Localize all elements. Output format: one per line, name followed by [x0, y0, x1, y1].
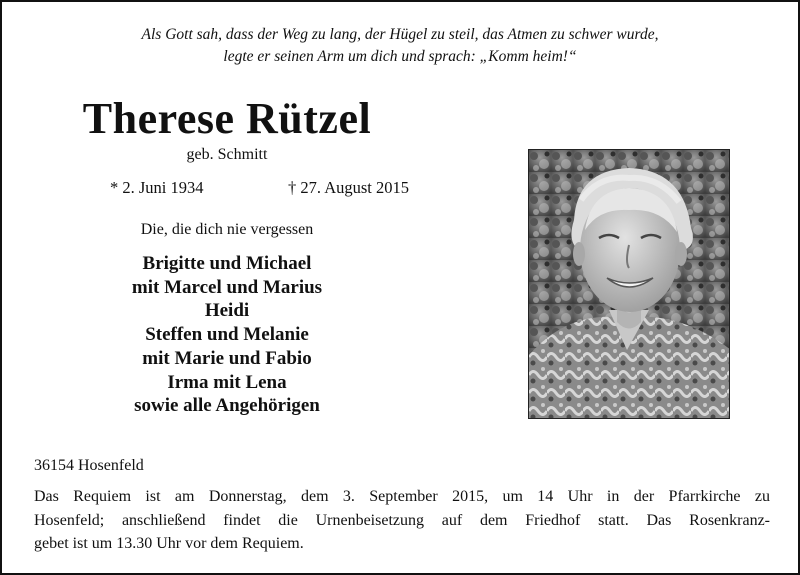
- maiden-name: geb. Schmitt: [186, 146, 268, 163]
- service-line: Hosenfeld; anschließend findet die Urnenbeisetzung auf dem Friedhof statt. Das Rosenkranz-: [34, 511, 770, 529]
- mourners-intro: Die, die dich nie vergessen: [140, 221, 314, 238]
- death-date: † 27. August 2015: [288, 178, 410, 197]
- service-line: gebet ist um 13.30 Uhr vor dem Requiem.: [34, 535, 304, 552]
- service-line: Das Requiem ist am Donnerstag, dem 3. September 2015, um 14 Uhr in der Pfarrkirche zu: [34, 488, 770, 505]
- mourner-line: mit Marcel und Marius: [131, 276, 323, 298]
- location: 36154 Hosenfeld: [34, 457, 144, 474]
- birth-date: * 2. Juni 1934: [110, 178, 204, 197]
- quote-line: Als Gott sah, dass der Weg zu lang, der Hügel zu steil, das Atmen zu schwer wurde,: [141, 26, 659, 43]
- mourner-line: Irma mit Lena: [167, 371, 287, 393]
- portrait-photo: [528, 149, 730, 419]
- mourner-line: Heidi: [204, 300, 250, 322]
- quote-line: legte er seinen Arm um dich und sprach: „Komm heim!“: [223, 48, 577, 65]
- mourner-line: Brigitte und Michael: [142, 253, 312, 274]
- memorial-quote: [42, 24, 758, 68]
- service-announcement: [34, 485, 770, 556]
- mourner-line: mit Marie und Fabio: [142, 347, 312, 369]
- deceased-name: Therese Rützel: [82, 94, 372, 143]
- mourners-list: [82, 252, 372, 418]
- mourner-line: Steffen und Melanie: [145, 324, 309, 346]
- mourner-line: sowie alle Angehörigen: [134, 395, 320, 417]
